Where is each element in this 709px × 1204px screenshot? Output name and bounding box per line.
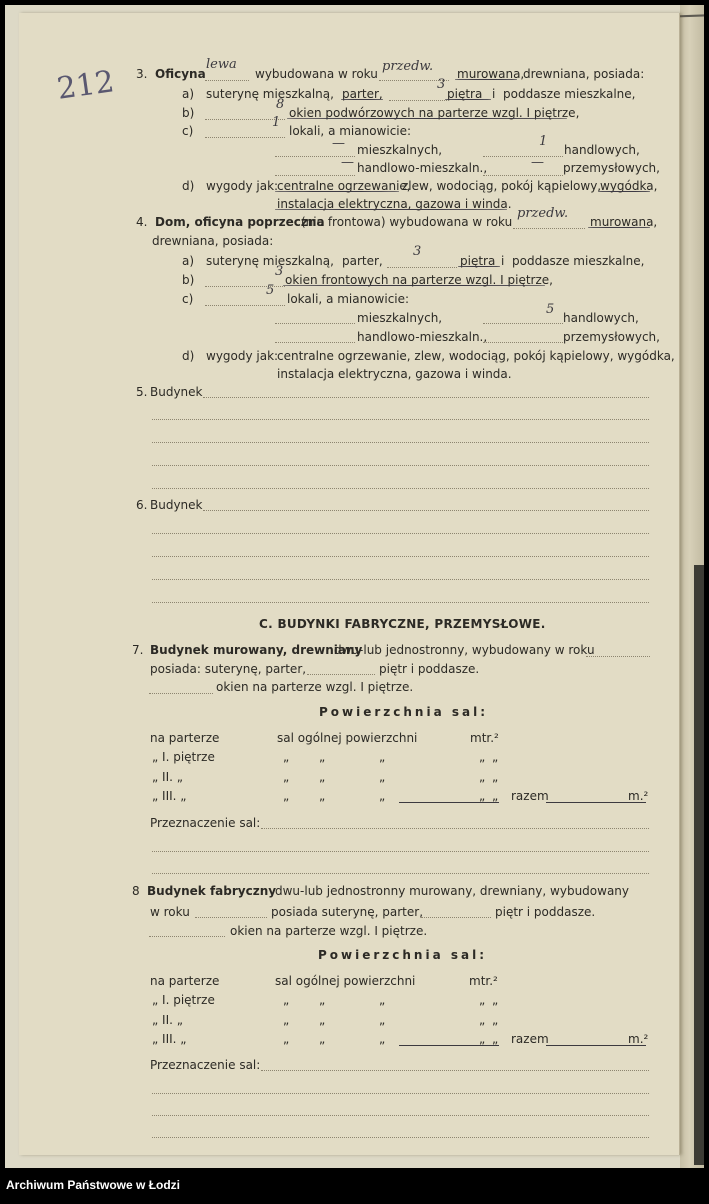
s3-a-letter: a) [182, 87, 195, 101]
s8-number: 8 [132, 884, 140, 898]
s8-ditto-1d: „ [479, 993, 486, 1007]
s8-row3: „ III. „ [152, 1032, 187, 1046]
s3-d-line2-underline [275, 209, 507, 210]
s3-built: wybudowana w roku [255, 67, 378, 81]
s4-mieszkalnych: mieszkalnych, [357, 311, 443, 325]
s7-ditto-3a: „ [283, 789, 290, 803]
s8-ditto-3b: „ [319, 1032, 326, 1046]
s3-parter-underline [341, 99, 383, 100]
s8-mtr: mtr.² [469, 974, 498, 988]
s7-okien: okien na parterze wzgl. I piętrze. [216, 680, 414, 694]
s6-line-2 [152, 533, 649, 534]
s8-rest: dwu-lub jednostronny murowany, drewniany, wybudowany [275, 884, 630, 898]
s7-na-parterze: na parterze [150, 731, 220, 745]
s3-d-wygodka: wygódka, [600, 179, 658, 193]
s4-b-text: okien frontowych na parterze wzgl. I piętrze, [285, 273, 553, 287]
s8-row1: „ I. piętrze [152, 993, 215, 1007]
s4-a-pietra: piętra [460, 254, 496, 268]
s5-line-3 [152, 442, 649, 443]
s3-przem-line [483, 175, 563, 176]
s4-c-letter: c) [182, 292, 194, 306]
s8-przeznaczenie: Przeznaczenie sal: [150, 1058, 261, 1072]
s3-materials-rest: drewniana, posiada: [523, 67, 645, 81]
scan-background [5, 5, 704, 1168]
s7-przeznaczenie: Przeznaczenie sal: [150, 816, 261, 830]
s8-bold: Budynek fabryczny [147, 884, 277, 898]
s7-windows-line [149, 693, 213, 694]
s4-year-line [513, 228, 585, 229]
s3-hm-line [275, 175, 355, 176]
s3-mieszkalnych: mieszkalnych, [357, 143, 443, 157]
s7-ditto-3e: „ [492, 789, 499, 803]
archive-name: Archiwum Państwowe w Łodzi [6, 1178, 181, 1192]
s8-m2: m.² [628, 1032, 649, 1046]
s5-line-4 [152, 465, 649, 466]
s4-c-text: lokali, a mianowicie: [287, 292, 410, 306]
s3-a-pietra: piętra [447, 87, 483, 101]
s3-murowana: murowana, [457, 67, 525, 81]
s4-handl-line [483, 323, 563, 324]
s3-a-text: suterynę mieszkalną, [206, 87, 334, 101]
s4-a-parter: parter, [342, 254, 383, 268]
s3-a-i: i [492, 87, 496, 101]
s7-ditto-1d: „ [479, 750, 486, 764]
s3-d-label: wygody jak: [206, 179, 279, 193]
s4-units-line [205, 305, 285, 306]
s8-ditto-2c: „ [379, 1013, 386, 1027]
s3-handlowych: handlowych, [564, 143, 640, 157]
s3-przemyslowych: przemysłowych, [563, 161, 660, 175]
s7-ditto-2d: „ [479, 770, 486, 784]
s7-przezn-line-3 [152, 873, 649, 874]
s7-ditto-3d: „ [479, 789, 486, 803]
s8-ditto-3d: „ [479, 1032, 486, 1046]
s4-hm-line [275, 342, 355, 343]
s3-d-mid: zlew, wodociąg, pokój kąpielowy, [402, 179, 602, 193]
s3-hw-units: 1 [272, 115, 281, 130]
s7-ditto-2a: „ [283, 770, 290, 784]
s4-paren: (nie frontowa) wybudowana w roku [301, 215, 513, 229]
s4-d-letter: d) [182, 349, 195, 363]
s3-b-text: okien podwórzowych na parterze wzgl. I piętrze, [289, 106, 580, 120]
s4-przem-line [483, 342, 563, 343]
s3-floors-line [389, 100, 447, 101]
s8-pietr: piętr i poddasze. [495, 905, 596, 919]
s8-przezn-line-4 [152, 1137, 649, 1138]
s4-przemyslowych: przemysłowych, [563, 330, 660, 344]
s7-pietr: piętr i poddasze. [379, 662, 480, 676]
s7-m2: m.² [628, 789, 649, 803]
s7-mtr: mtr.² [470, 731, 499, 745]
s4-number: 4. [136, 215, 148, 229]
s3-handlowo: handlowo-mieszkaln., [357, 161, 488, 175]
s7-ditto-3c: „ [379, 789, 386, 803]
s8-ditto-2b: „ [319, 1013, 326, 1027]
s4-a-letter: a) [182, 254, 195, 268]
s3-a-parter: parter, [342, 87, 383, 101]
s4-d-label: wygody jak: [206, 349, 279, 363]
s7-ditto-1b: „ [319, 750, 326, 764]
s8-ditto-1a: „ [283, 993, 290, 1007]
s6-line-5 [152, 602, 649, 603]
s4-hw-windows: 3 [275, 264, 284, 279]
s4-a-i: i [501, 254, 505, 268]
s3-c-letter: c) [182, 124, 194, 138]
s7-rest: dwu-lub jednostronny, wybudowany w roku [334, 643, 595, 657]
s7-posiada: posiada: suterynę, parter, [150, 662, 307, 676]
s4-line2: drewniana, posiada: [152, 234, 274, 248]
s3-d-line2: instalacja elektryczna, gazowa i winda. [277, 197, 512, 211]
s3-hw-windows: 8 [276, 97, 285, 112]
s3-pietra-underline [445, 99, 491, 100]
s7-sal-ogolnej: sal ogólnej powierzchni [277, 731, 418, 745]
s8-wroku: w roku [150, 905, 190, 919]
section-c-heading: C. BUDYNKI FABRYCZNE, PRZEMYSŁOWE. [259, 617, 546, 631]
s7-row1: „ I. piętrze [152, 750, 215, 764]
s4-b-underline [283, 285, 545, 286]
s4-a-text: suterynę mieszkalną, [206, 254, 334, 268]
s3-ogrz-underline [275, 191, 399, 192]
s4-pietra-underline [458, 266, 500, 267]
s8-row2: „ II. „ [152, 1013, 183, 1027]
s3-number: 3. [136, 67, 148, 81]
binding-shadow [694, 565, 704, 1165]
s8-ditto-3c: „ [379, 1032, 386, 1046]
s7-floors-line [307, 674, 375, 675]
margin-number: 212 [54, 64, 117, 107]
s3-hw-handlowe: 1 [539, 134, 548, 149]
s4-murowana: murowana, [590, 215, 658, 229]
s3-wygodka-underline [598, 191, 650, 192]
s3-hw-dash3: — [531, 155, 544, 170]
s7-przezn-line-1 [261, 828, 649, 829]
s8-ditto-2d: „ [479, 1013, 486, 1027]
s3-hw-dash2: — [341, 155, 354, 170]
s4-floors-line [387, 267, 457, 268]
s7-ditto-2c: „ [379, 770, 386, 784]
s3-title: Oficyna [155, 67, 206, 81]
s7-ditto-2e: „ [492, 770, 499, 784]
s3-hw-year: przedw. [382, 59, 434, 74]
s3-d-ogrzewanie: centralne ogrzewanie, [277, 179, 411, 193]
s3-b-underline [287, 118, 567, 119]
s7-razem: razem [511, 789, 549, 803]
s5-line-5 [152, 488, 649, 489]
s4-hw-units: 5 [266, 283, 275, 298]
s7-row3: „ III. „ [152, 789, 187, 803]
s7-ditto-1a: „ [283, 750, 290, 764]
s8-powierzchnia: Powierzchnia sal: [318, 948, 488, 962]
s4-mieszk-line [275, 323, 355, 324]
s7-ditto-1e: „ [492, 750, 499, 764]
s3-b-letter: b) [182, 106, 195, 120]
s8-year-line [195, 917, 267, 918]
s4-handlowo: handlowo-mieszkaln., [357, 330, 488, 344]
s8-przezn-line-1 [261, 1070, 649, 1071]
s8-ditto-1b: „ [319, 993, 326, 1007]
s7-bold: Budynek murowany, drewniany [150, 643, 363, 657]
s6-line-4 [152, 579, 649, 580]
s5-line-2 [152, 419, 649, 420]
s4-d-line2: instalacja elektryczna, gazowa i winda. [277, 367, 512, 381]
s5-label: Budynek [150, 385, 203, 399]
s7-ditto-3b: „ [319, 789, 326, 803]
s7-ditto-2b: „ [319, 770, 326, 784]
s7-year-line [586, 656, 650, 657]
s4-b-letter: b) [182, 273, 195, 287]
s8-ditto-1e: „ [492, 993, 499, 1007]
s4-murowana-underline [588, 227, 650, 228]
s6-line-1 [203, 510, 649, 511]
s3-hw-name: lewa [206, 57, 237, 72]
s6-label: Budynek [150, 498, 203, 512]
s8-sal-ogolnej: sal ogólnej powierzchni [275, 974, 416, 988]
s4-a-poddasze: poddasze mieszkalne, [512, 254, 645, 268]
s8-przezn-line-3 [152, 1115, 649, 1116]
s7-powierzchnia: Powierzchnia sal: [319, 705, 489, 719]
s8-na-parterze: na parterze [150, 974, 220, 988]
s3-murowana-underline [455, 79, 517, 80]
s8-ditto-1c: „ [379, 993, 386, 1007]
s3-name-line [205, 80, 249, 81]
s8-ditto-2e: „ [492, 1013, 499, 1027]
s3-a-poddasze: poddasze mieszkalne, [503, 87, 636, 101]
s7-ditto-1c: „ [379, 750, 386, 764]
form-page [19, 13, 680, 1155]
s3-d-letter: d) [182, 179, 195, 193]
s4-handlowych: handlowych, [563, 311, 639, 325]
s6-number: 6. [136, 498, 148, 512]
s6-line-3 [152, 556, 649, 557]
s8-posiada: posiada suterynę, parter, [271, 905, 424, 919]
archive-footer [0, 1168, 709, 1204]
s8-ditto-2a: „ [283, 1013, 290, 1027]
s3-handl-line [483, 156, 563, 157]
s3-units-line [205, 137, 285, 138]
s8-ditto-3a: „ [283, 1032, 290, 1046]
s4-hw-year: przedw. [517, 206, 569, 221]
s5-line-1 [203, 397, 649, 398]
s8-ditto-3e: „ [492, 1032, 499, 1046]
s8-razem: razem [511, 1032, 549, 1046]
s3-hw-dash1: — [332, 136, 345, 151]
s8-okien: okien na parterze wzgl. I piętrze. [230, 924, 428, 938]
s7-przezn-line-2 [152, 851, 649, 852]
s4-title: Dom, oficyna poprzeczna [155, 215, 325, 229]
s8-windows-line [149, 936, 225, 937]
s8-przezn-line-2 [152, 1093, 649, 1094]
s7-row2: „ II. „ [152, 770, 183, 784]
s5-number: 5. [136, 385, 148, 399]
s7-number: 7. [132, 643, 144, 657]
s3-hw-floors: 3 [437, 77, 446, 92]
s4-hw-handlowe: 5 [546, 302, 555, 317]
s4-d-line1: centralne ogrzewanie, zlew, wodociąg, pokój kąpielowy, wygódka, [277, 349, 675, 363]
s8-floors-line [421, 917, 491, 918]
s4-hw-floors: 3 [413, 244, 422, 259]
s3-c-text: lokali, a mianowicie: [289, 124, 412, 138]
